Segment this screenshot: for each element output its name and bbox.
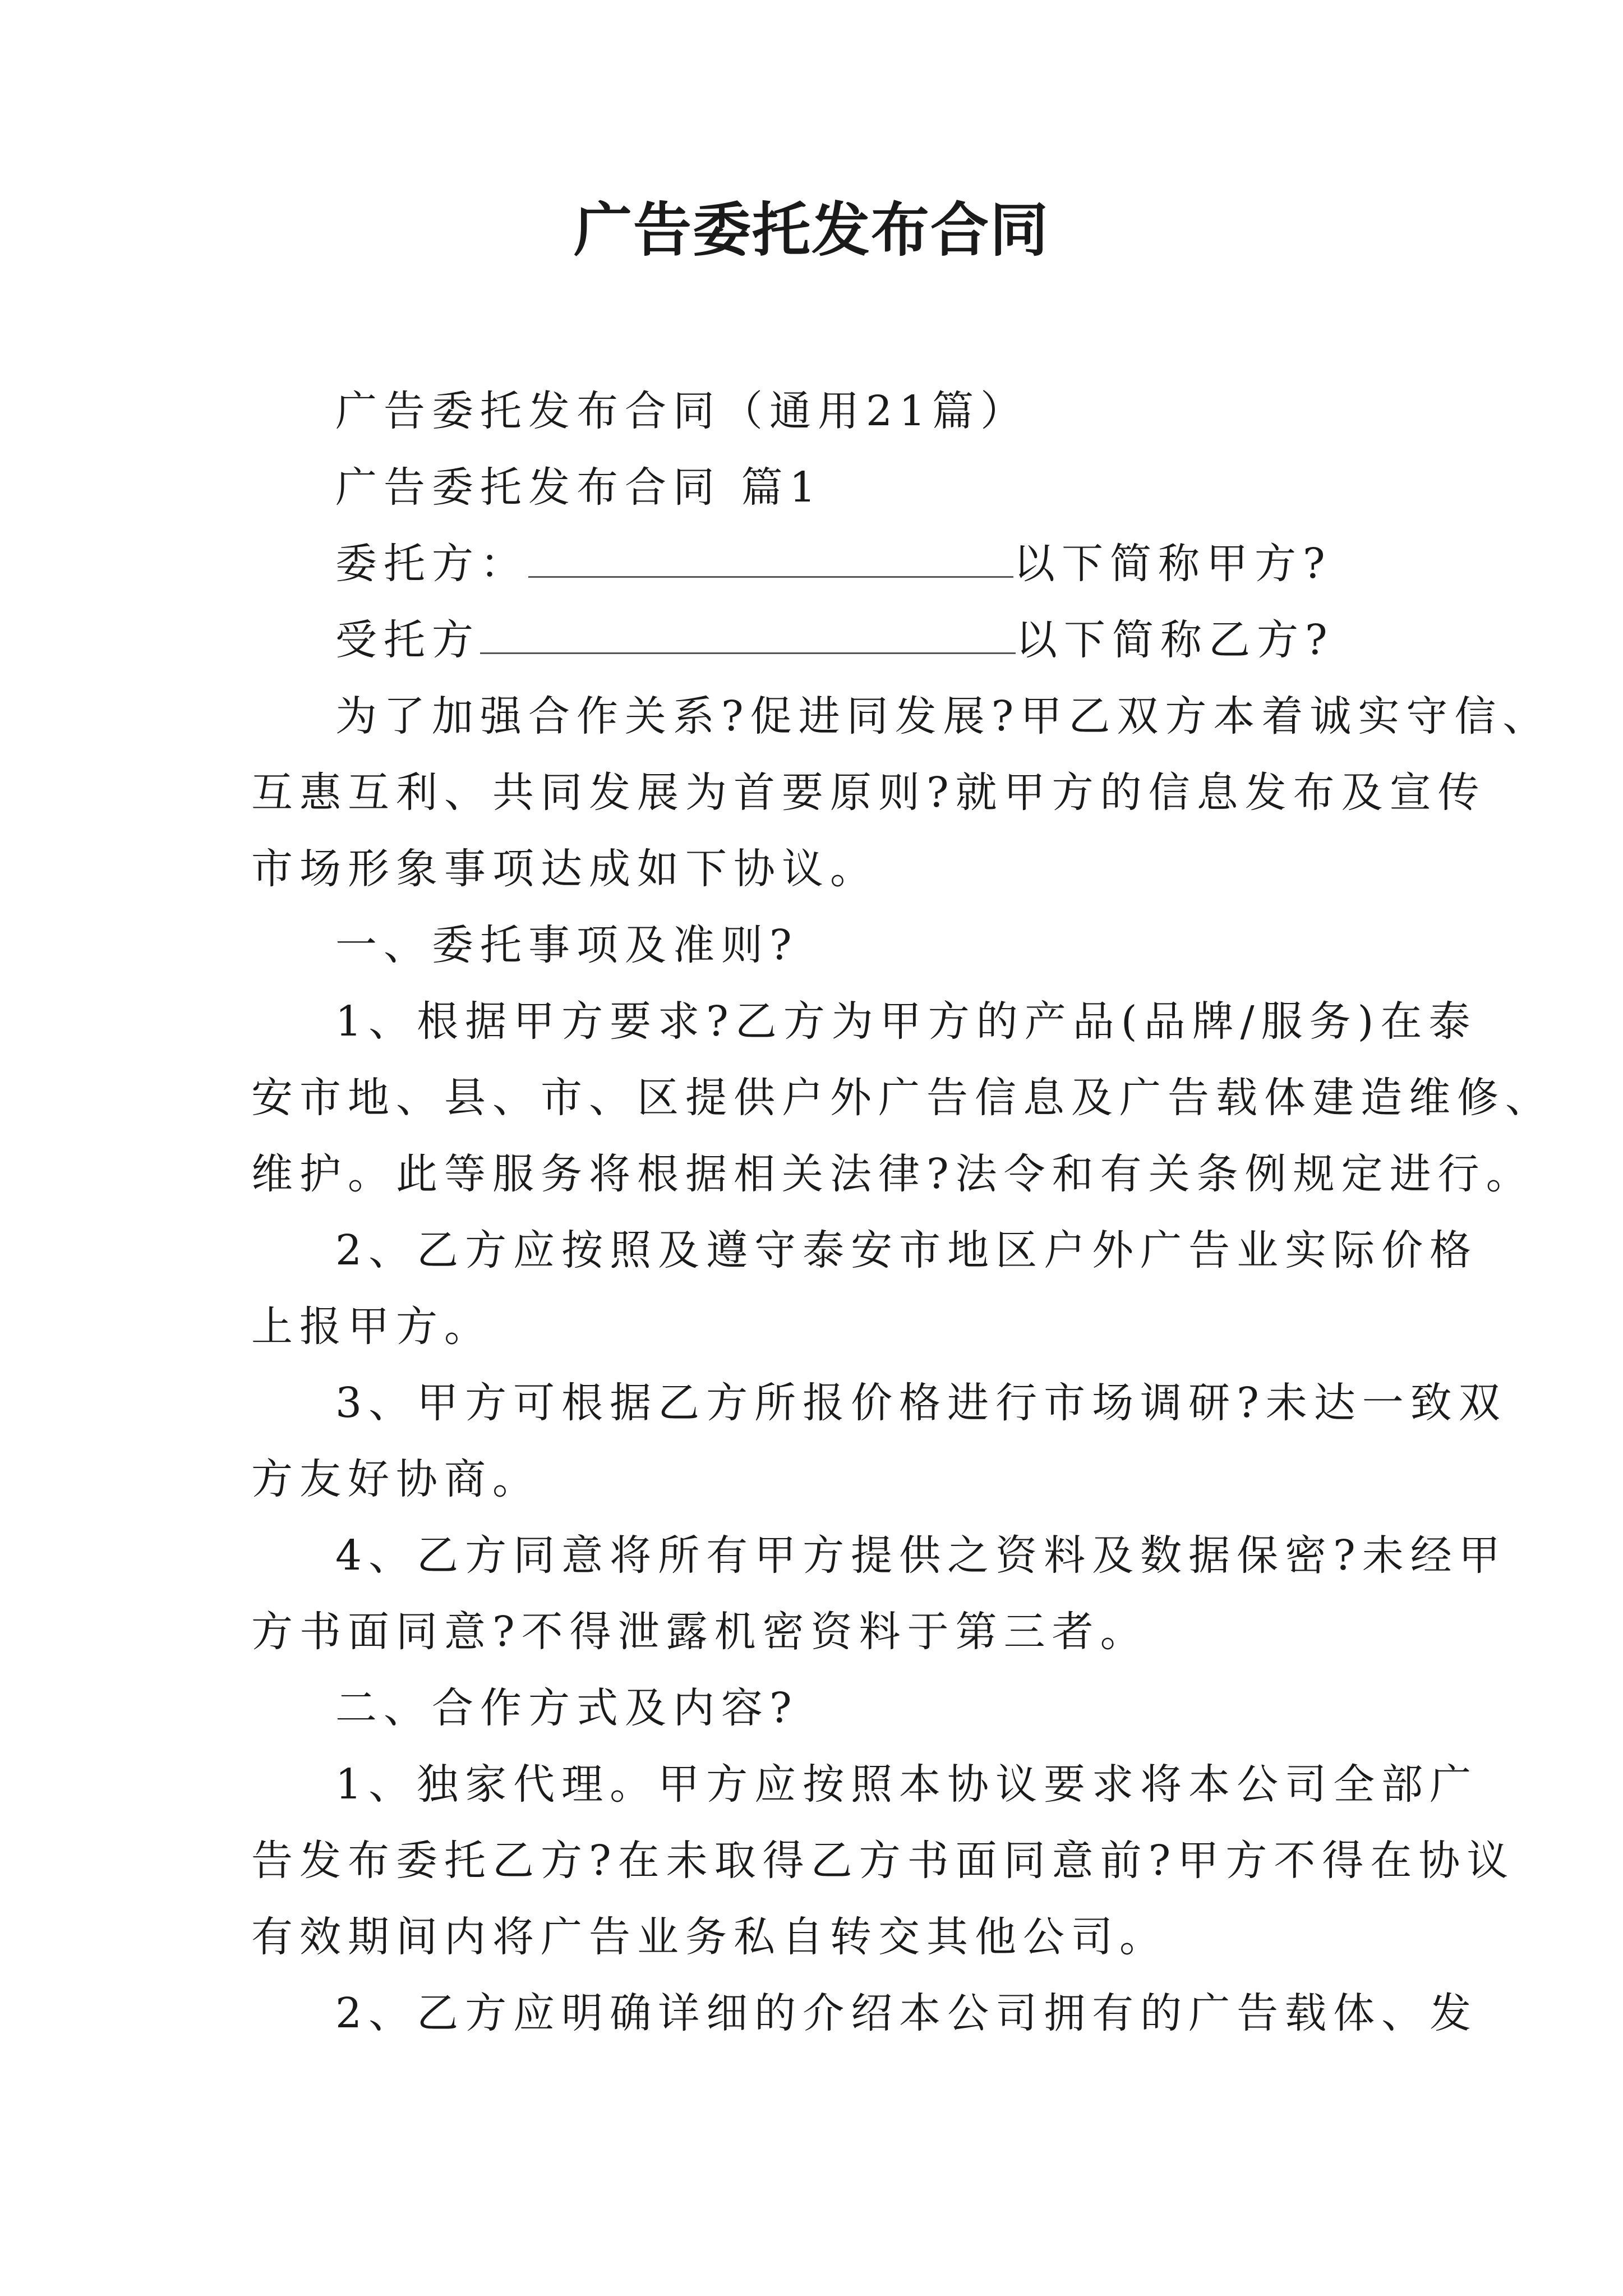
document-title: 广告委托发布合同 <box>573 196 1049 264</box>
paragraph-line: 告发布委托乙方?在未取得乙方书面同意前?甲方不得在协议 <box>251 1837 1515 1885</box>
paragraph-line: 2、乙方应按照及遵守泰安市地区户外广告业实际价格 <box>335 1226 1478 1274</box>
paragraph-line: 1、根据甲方要求?乙方为甲方的产品(品牌/服务)在泰 <box>335 997 1477 1046</box>
paragraph-line: 3、甲方可根据乙方所报价格进行市场调研?未达一致双 <box>335 1379 1507 1427</box>
party-a-suffix: 以下简称甲方? <box>1013 540 1332 588</box>
paragraph-line: 2、乙方应明确详细的介绍本公司拥有的广告载体、发 <box>335 1989 1478 2037</box>
party-b-suffix: 以下简称乙方? <box>1016 616 1334 664</box>
paragraph-line: 维护。此等服务将根据相关法律?法令和有关条例规定进行。 <box>251 1150 1534 1198</box>
document-body <box>251 373 1553 2051</box>
party-b-line <box>251 602 1393 678</box>
party-a-blank[interactable] <box>528 537 1013 578</box>
clause-heading: 一、委托事项及准则? <box>335 921 799 969</box>
section-heading: 广告委托发布合同 篇1 <box>335 463 823 512</box>
paragraph-line: 有效期间内将广告业务私自转交其他公司。 <box>251 1913 1168 1961</box>
paragraph-line: 4、乙方同意将所有甲方提供之资料及数据保密?未经甲 <box>335 1531 1507 1580</box>
clause-heading: 二、合作方式及内容? <box>335 1684 799 1732</box>
paragraph-line: 安市地、县、市、区提供户外广告信息及广告载体建造维修、 <box>251 1074 1553 1122</box>
paragraph-line: 方书面同意?不得泄露机密资料于第三者。 <box>251 1608 1149 1656</box>
party-a-label: 委托方： <box>335 540 528 588</box>
party-a-line <box>251 526 1393 602</box>
paragraph-line: 方友好协商。 <box>251 1455 541 1503</box>
party-b-blank[interactable] <box>480 613 1016 654</box>
paragraph-line: 市场形象事项达成如下协议。 <box>251 845 878 893</box>
party-b-label: 受托方 <box>335 616 480 664</box>
paragraph-line: 互惠互利、共同发展为首要原则?就甲方的信息发布及宣传 <box>251 769 1486 817</box>
paragraph-line: 为了加强合作关系?促进同发展?甲乙双方本着诚实守信、 <box>335 692 1551 740</box>
document-subtitle: 广告委托发布合同（通用21篇） <box>335 387 1029 435</box>
paragraph-line: 上报甲方。 <box>251 1303 492 1351</box>
paragraph-line: 1、独家代理。甲方应按照本协议要求将本公司全部广 <box>335 1760 1478 1809</box>
